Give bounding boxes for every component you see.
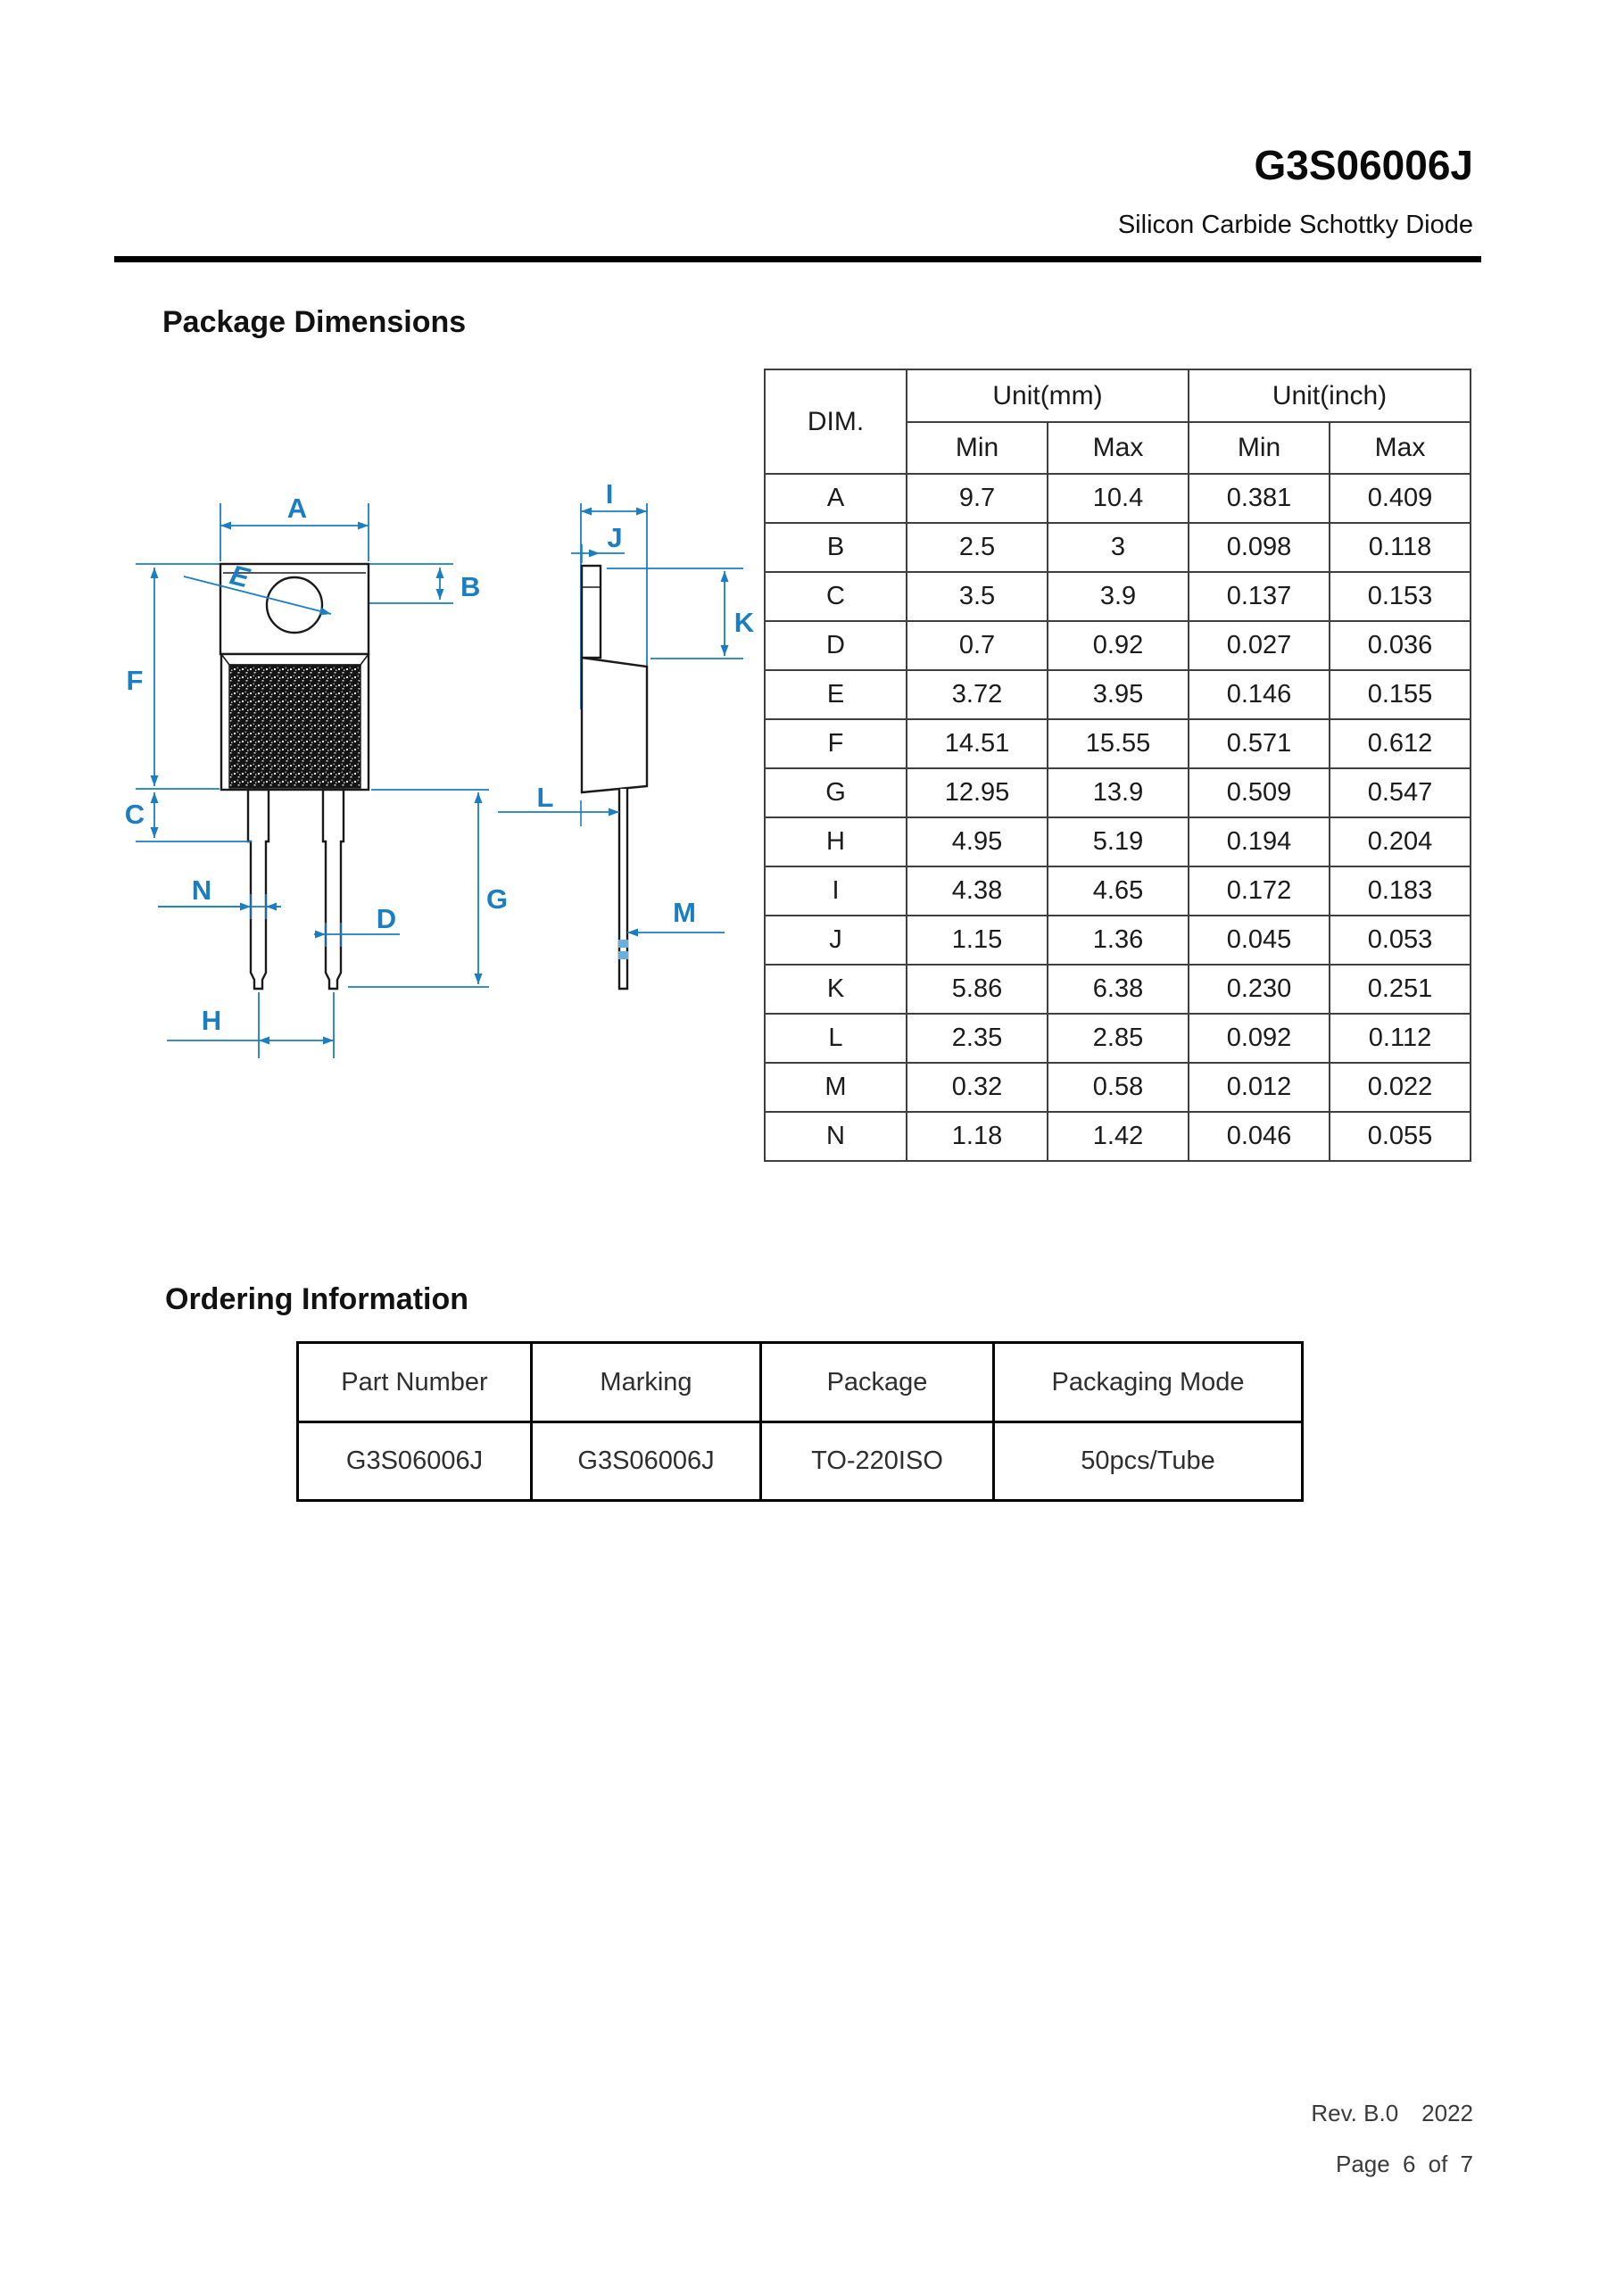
dim-table-row	[765, 719, 1471, 768]
dim-cell-dim: D	[765, 621, 907, 670]
dim-cell-inch_min: 0.146	[1189, 670, 1330, 719]
ordering-col-part-number: Part Number	[298, 1343, 532, 1422]
body-texture	[229, 665, 360, 788]
lead-right	[323, 790, 344, 989]
side-view	[498, 478, 755, 989]
dim-label-k: K	[733, 607, 755, 638]
footer-page-number: Page 6 of 7	[1336, 2151, 1473, 2177]
package-drawing	[116, 473, 767, 1080]
front-view	[125, 493, 508, 1058]
dim-table-body	[765, 474, 1471, 1161]
section-heading-ordering-information: Ordering Information	[165, 1282, 468, 1316]
dim-cell-inch_max: 0.409	[1330, 474, 1471, 523]
dim-cell-inch_min: 0.092	[1189, 1014, 1330, 1063]
dim-cell-inch_min: 0.046	[1189, 1112, 1330, 1161]
dim-cell-inch_max: 0.118	[1330, 523, 1471, 572]
dim-cell-mm_min: 9.7	[907, 474, 1048, 523]
dim-table-inch-min: Min	[1189, 422, 1330, 474]
dim-cell-inch_max: 0.153	[1330, 572, 1471, 621]
dim-cell-dim: K	[765, 965, 907, 1014]
dim-cell-dim: M	[765, 1063, 907, 1112]
ordering-col-packaging-mode: Packaging Mode	[994, 1343, 1303, 1422]
dim-cell-mm_min: 12.95	[907, 768, 1048, 817]
dim-label-d: D	[376, 903, 397, 934]
dim-cell-dim: E	[765, 670, 907, 719]
dim-cell-inch_min: 0.098	[1189, 523, 1330, 572]
dim-label-i: I	[605, 478, 614, 510]
dimensions-table	[764, 369, 1471, 1162]
dim-table-inch-max: Max	[1330, 422, 1471, 474]
dim-cell-mm_max: 3.9	[1048, 572, 1189, 621]
dim-cell-mm_max: 2.85	[1048, 1014, 1189, 1063]
dim-cell-mm_max: 5.19	[1048, 817, 1189, 866]
dim-label-l: L	[536, 782, 554, 813]
dim-cell-mm_max: 10.4	[1048, 474, 1189, 523]
dim-table-row	[765, 965, 1471, 1014]
ordering-table	[296, 1341, 1304, 1502]
dim-cell-inch_min: 0.381	[1189, 474, 1330, 523]
dim-cell-dim: G	[765, 768, 907, 817]
dim-cell-dim: J	[765, 916, 907, 965]
dim-table-unit-inch: Unit(inch)	[1189, 369, 1471, 422]
dim-cell-dim: F	[765, 719, 907, 768]
dim-table-row	[765, 1112, 1471, 1161]
dim-label-c: C	[124, 799, 145, 830]
dim-cell-inch_max: 0.022	[1330, 1063, 1471, 1112]
lead-highlight	[618, 940, 628, 948]
dim-cell-mm_max: 0.58	[1048, 1063, 1189, 1112]
dim-cell-inch_max: 0.204	[1330, 817, 1471, 866]
footer-revision	[1311, 2100, 1473, 2127]
lead-highlight	[618, 951, 628, 959]
dim-label-n: N	[191, 874, 212, 906]
dim-cell-mm_min: 1.18	[907, 1112, 1048, 1161]
dim-cell-mm_max: 13.9	[1048, 768, 1189, 817]
dim-cell-inch_max: 0.251	[1330, 965, 1471, 1014]
revision-label: Rev. B.0	[1311, 2100, 1399, 2126]
lead-left	[248, 790, 269, 989]
page-title: G3S06006J	[1254, 142, 1473, 188]
dim-cell-mm_min: 0.32	[907, 1063, 1048, 1112]
dim-label-e: E	[227, 559, 253, 594]
dim-cell-mm_min: 3.72	[907, 670, 1048, 719]
dim-label-j: J	[607, 522, 623, 553]
dim-cell-mm_max: 4.65	[1048, 866, 1189, 916]
dim-cell-dim: H	[765, 817, 907, 866]
dim-cell-inch_max: 0.053	[1330, 916, 1471, 965]
dim-cell-mm_max: 3	[1048, 523, 1189, 572]
dim-cell-dim: A	[765, 474, 907, 523]
dim-cell-dim: N	[765, 1112, 907, 1161]
dim-table-row	[765, 474, 1471, 523]
dim-cell-inch_min: 0.230	[1189, 965, 1330, 1014]
dim-table-mm-max: Max	[1048, 422, 1189, 474]
dim-label-b: B	[460, 571, 481, 602]
dim-cell-mm_min: 5.86	[907, 965, 1048, 1014]
dim-cell-inch_min: 0.012	[1189, 1063, 1330, 1112]
dim-cell-inch_max: 0.112	[1330, 1014, 1471, 1063]
tab-profile	[582, 566, 601, 658]
header-divider	[114, 256, 1481, 262]
dim-cell-inch_min: 0.571	[1189, 719, 1330, 768]
dim-table-row	[765, 768, 1471, 817]
page-subtitle: Silicon Carbide Schottky Diode	[1117, 211, 1473, 239]
dim-cell-mm_min: 2.5	[907, 523, 1048, 572]
dim-cell-inch_max: 0.055	[1330, 1112, 1471, 1161]
dim-label-f: F	[126, 665, 144, 696]
dim-cell-dim: L	[765, 1014, 907, 1063]
dim-cell-mm_min: 2.35	[907, 1014, 1048, 1063]
dim-cell-inch_min: 0.194	[1189, 817, 1330, 866]
dim-table-row	[765, 670, 1471, 719]
dim-table-row	[765, 866, 1471, 916]
dim-cell-dim: I	[765, 866, 907, 916]
dim-label-g: G	[485, 883, 509, 915]
dim-cell-mm_min: 4.95	[907, 817, 1048, 866]
dim-cell-mm_min: 0.7	[907, 621, 1048, 670]
ordering-package: TO-220ISO	[761, 1422, 994, 1501]
dim-cell-mm_max: 0.92	[1048, 621, 1189, 670]
dim-cell-inch_max: 0.155	[1330, 670, 1471, 719]
ordering-col-package: Package	[761, 1343, 994, 1422]
dim-cell-mm_min: 3.5	[907, 572, 1048, 621]
ordering-part-number: G3S06006J	[298, 1422, 532, 1501]
ordering-marking: G3S06006J	[532, 1422, 761, 1501]
dim-table-row	[765, 572, 1471, 621]
dim-label-h: H	[201, 1005, 222, 1036]
dim-table-row	[765, 1014, 1471, 1063]
dim-cell-inch_min: 0.027	[1189, 621, 1330, 670]
dim-table-unit-mm: Unit(mm)	[907, 369, 1189, 422]
revision-year: 2022	[1421, 2100, 1473, 2126]
dim-cell-inch_max: 0.612	[1330, 719, 1471, 768]
section-heading-package-dimensions: Package Dimensions	[162, 305, 467, 339]
dim-table-mm-min: Min	[907, 422, 1048, 474]
dim-cell-inch_min: 0.172	[1189, 866, 1330, 916]
dim-table-corner: DIM.	[765, 369, 907, 474]
dim-cell-inch_min: 0.509	[1189, 768, 1330, 817]
body-profile	[582, 658, 647, 792]
dim-table-row	[765, 1063, 1471, 1112]
dim-cell-mm_max: 1.36	[1048, 916, 1189, 965]
ordering-packaging-mode: 50pcs/Tube	[994, 1422, 1303, 1501]
dim-label-m: M	[673, 897, 696, 928]
dim-cell-inch_max: 0.183	[1330, 866, 1471, 916]
dim-label-a: A	[286, 493, 308, 524]
dim-cell-mm_min: 1.15	[907, 916, 1048, 965]
ordering-row	[298, 1422, 1303, 1501]
dim-table-row	[765, 621, 1471, 670]
dim-cell-inch_max: 0.036	[1330, 621, 1471, 670]
dim-table-row	[765, 523, 1471, 572]
dim-cell-mm_max: 1.42	[1048, 1112, 1189, 1161]
dim-cell-mm_min: 4.38	[907, 866, 1048, 916]
dim-cell-mm_max: 15.55	[1048, 719, 1189, 768]
dim-cell-mm_max: 3.95	[1048, 670, 1189, 719]
dim-cell-inch_min: 0.045	[1189, 916, 1330, 965]
ordering-col-marking: Marking	[532, 1343, 761, 1422]
dim-table-row	[765, 817, 1471, 866]
dim-cell-dim: B	[765, 523, 907, 572]
dim-cell-mm_max: 6.38	[1048, 965, 1189, 1014]
dim-cell-inch_max: 0.547	[1330, 768, 1471, 817]
dim-table-row	[765, 916, 1471, 965]
dim-cell-inch_min: 0.137	[1189, 572, 1330, 621]
dim-cell-dim: C	[765, 572, 907, 621]
dim-cell-mm_min: 14.51	[907, 719, 1048, 768]
